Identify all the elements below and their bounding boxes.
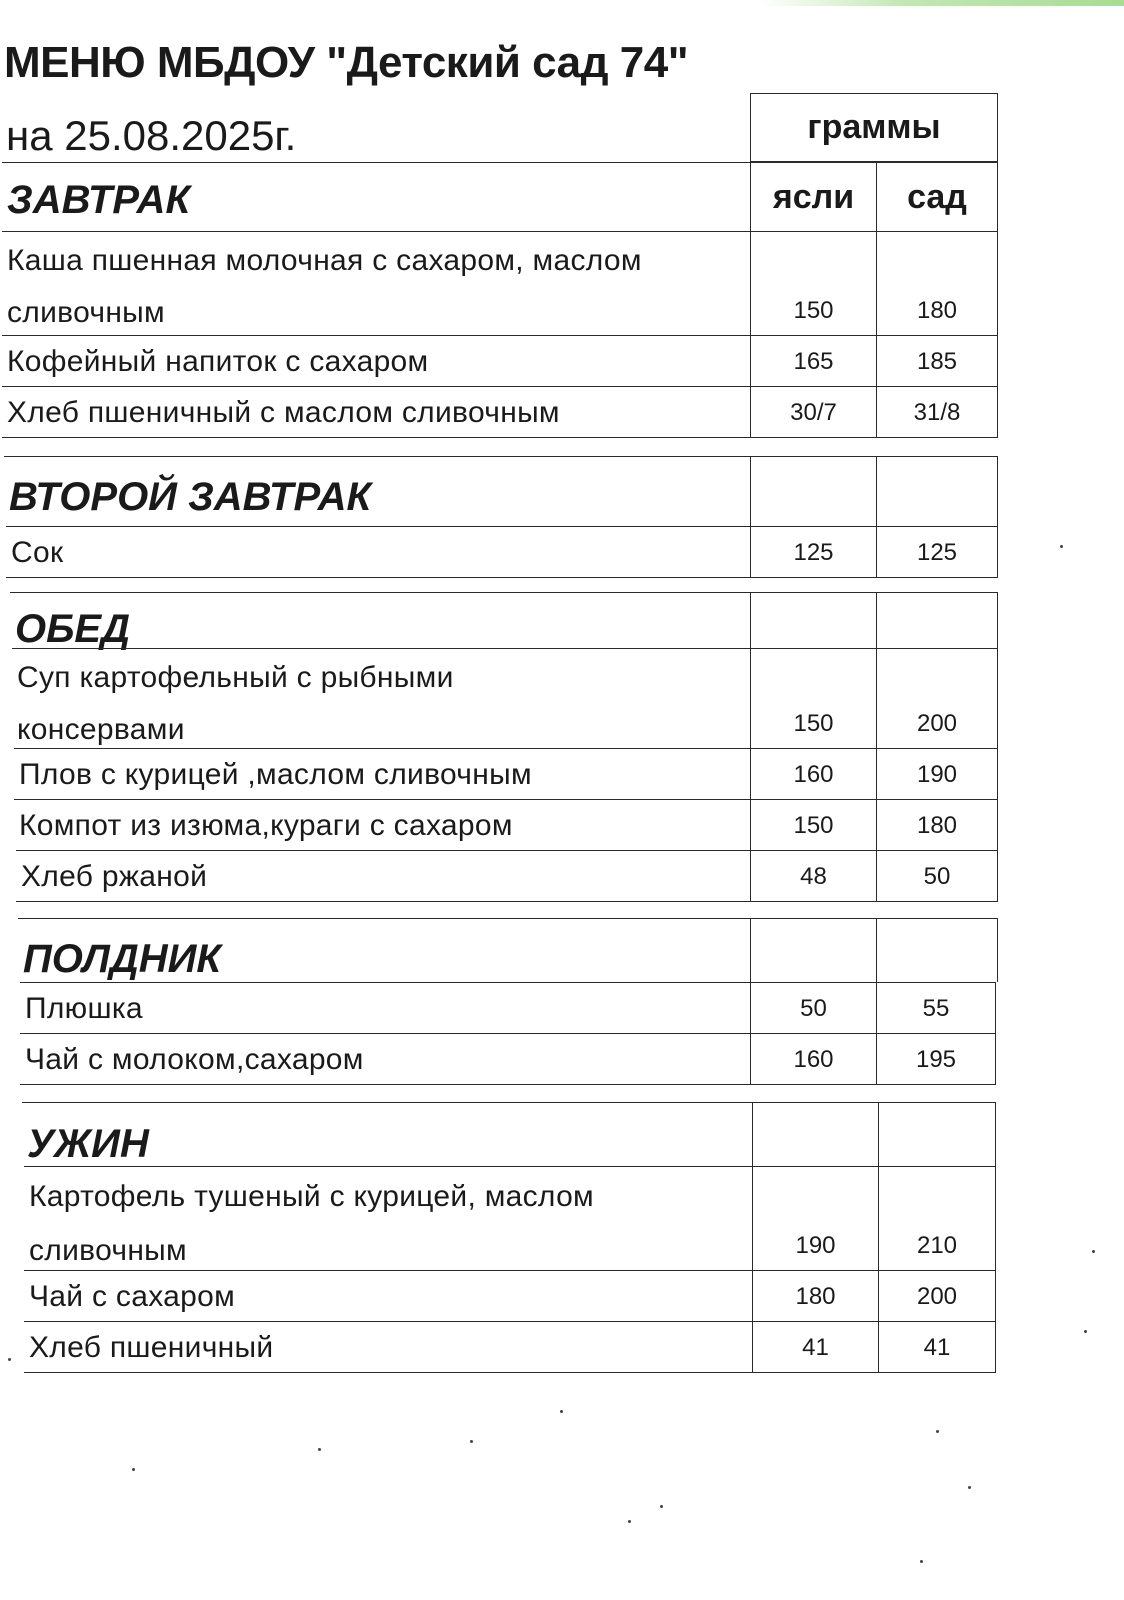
nursery-grams: 48 <box>750 851 876 901</box>
empty-cell <box>750 593 876 648</box>
menu-item-row <box>6 526 998 578</box>
kindergarten-grams: 41 <box>878 1322 996 1372</box>
scan-speck <box>318 1448 321 1451</box>
dish-name: Сок <box>11 536 64 569</box>
nursery-grams: 160 <box>750 1034 876 1084</box>
nursery-grams: 30/7 <box>750 387 876 437</box>
section-row-breakfast <box>2 162 998 231</box>
scan-speck <box>470 1440 473 1443</box>
kindergarten-grams: 180 <box>876 800 998 850</box>
scan-speck <box>660 1505 663 1508</box>
menu-item-row <box>2 335 998 386</box>
section-row-lunch <box>10 592 998 651</box>
scan-speck <box>968 1486 971 1489</box>
nursery-grams: 190 <box>752 1167 878 1270</box>
nursery-grams: 50 <box>750 983 876 1033</box>
menu-item-row <box>12 648 998 748</box>
menu-item-row <box>14 748 998 799</box>
section-row-second-breakfast <box>4 456 998 526</box>
empty-cell <box>878 1103 996 1166</box>
dish-name: Кофейный напиток с сахаром <box>7 345 429 378</box>
dish-name: Чай с сахаром <box>29 1280 236 1313</box>
section-row-snack <box>18 918 998 982</box>
scan-speck <box>628 1520 631 1523</box>
menu-item-row <box>2 231 998 335</box>
dish-name: Хлеб пшеничный с маслом сливочным <box>7 396 560 429</box>
section-title-breakfast: ЗАВТРАК <box>7 178 191 222</box>
scan-speck <box>8 1358 11 1361</box>
menu-item-row <box>24 1270 996 1321</box>
kindergarten-grams: 50 <box>876 851 998 901</box>
nursery-grams: 180 <box>752 1271 878 1321</box>
scan-speck <box>920 1560 923 1563</box>
dish-name: Хлеб пшеничный <box>29 1331 274 1364</box>
kindergarten-grams: 180 <box>876 232 998 335</box>
empty-cell <box>750 919 876 982</box>
nursery-grams: 165 <box>750 336 876 386</box>
col-header-nursery: ясли <box>750 163 876 231</box>
kindergarten-grams: 185 <box>876 336 998 386</box>
section-title-lunch: ОБЕД <box>15 607 130 651</box>
col-header-kindergarten: сад <box>876 163 998 231</box>
empty-cell <box>876 457 998 526</box>
section-title-dinner: УЖИН <box>27 1122 149 1166</box>
scan-speck <box>560 1410 563 1413</box>
menu-item-row <box>20 982 996 1033</box>
menu-item-row <box>20 1033 996 1085</box>
nursery-grams: 41 <box>752 1322 878 1372</box>
scan-speck <box>132 1468 135 1471</box>
kindergarten-grams: 190 <box>876 749 998 799</box>
empty-cell <box>752 1103 878 1166</box>
nursery-grams: 160 <box>750 749 876 799</box>
menu-item-row <box>14 799 998 850</box>
scan-speck <box>1092 1250 1095 1253</box>
nursery-grams: 150 <box>750 800 876 850</box>
dish-name: Чай с молоком,сахаром <box>25 1043 364 1076</box>
section-title-second-breakfast: ВТОРОЙ ЗАВТРАК <box>9 475 372 519</box>
dish-name: Хлеб ржаной <box>21 860 208 893</box>
kindergarten-grams: 195 <box>876 1034 996 1084</box>
kindergarten-grams: 200 <box>878 1271 996 1321</box>
dish-name: Компот из изюма,кураги с сахаром <box>19 809 513 842</box>
empty-cell <box>876 919 998 982</box>
page-title: МЕНЮ МБДОУ "Детский сад 74" <box>4 38 689 87</box>
menu-item-row <box>24 1166 996 1270</box>
dish-name: Плов с курицей ,маслом сливочным <box>19 758 532 791</box>
nursery-grams: 150 <box>750 232 876 335</box>
section-title-snack: ПОЛДНИК <box>23 937 221 981</box>
dish-name: Каша пшенная молочная с сахаром, маслом сливочным <box>7 244 642 329</box>
menu-item-row <box>16 850 998 902</box>
dish-name: Плюшка <box>25 992 143 1025</box>
dish-name: Картофель тушеный с курицей, маслом сливочным <box>29 1180 594 1267</box>
grams-label: граммы <box>807 108 941 146</box>
section-row-dinner <box>22 1102 996 1166</box>
scan-speck <box>1060 545 1063 548</box>
menu-item-row <box>2 386 998 438</box>
menu-date: на 25.08.2025г. <box>6 112 297 159</box>
scan-speck <box>1084 1330 1087 1333</box>
nursery-grams: 125 <box>750 527 876 577</box>
kindergarten-grams: 55 <box>876 983 996 1033</box>
kindergarten-grams: 31/8 <box>876 387 998 437</box>
kindergarten-grams: 210 <box>878 1167 996 1270</box>
nursery-grams: 150 <box>750 649 876 748</box>
kindergarten-grams: 200 <box>876 649 998 748</box>
menu-item-row <box>24 1321 996 1373</box>
kindergarten-grams: 125 <box>876 527 998 577</box>
scan-speck <box>936 1430 939 1433</box>
dish-name: Суп картофельный с рыбными консервами <box>17 661 454 746</box>
empty-cell <box>750 457 876 526</box>
empty-cell <box>876 593 998 648</box>
